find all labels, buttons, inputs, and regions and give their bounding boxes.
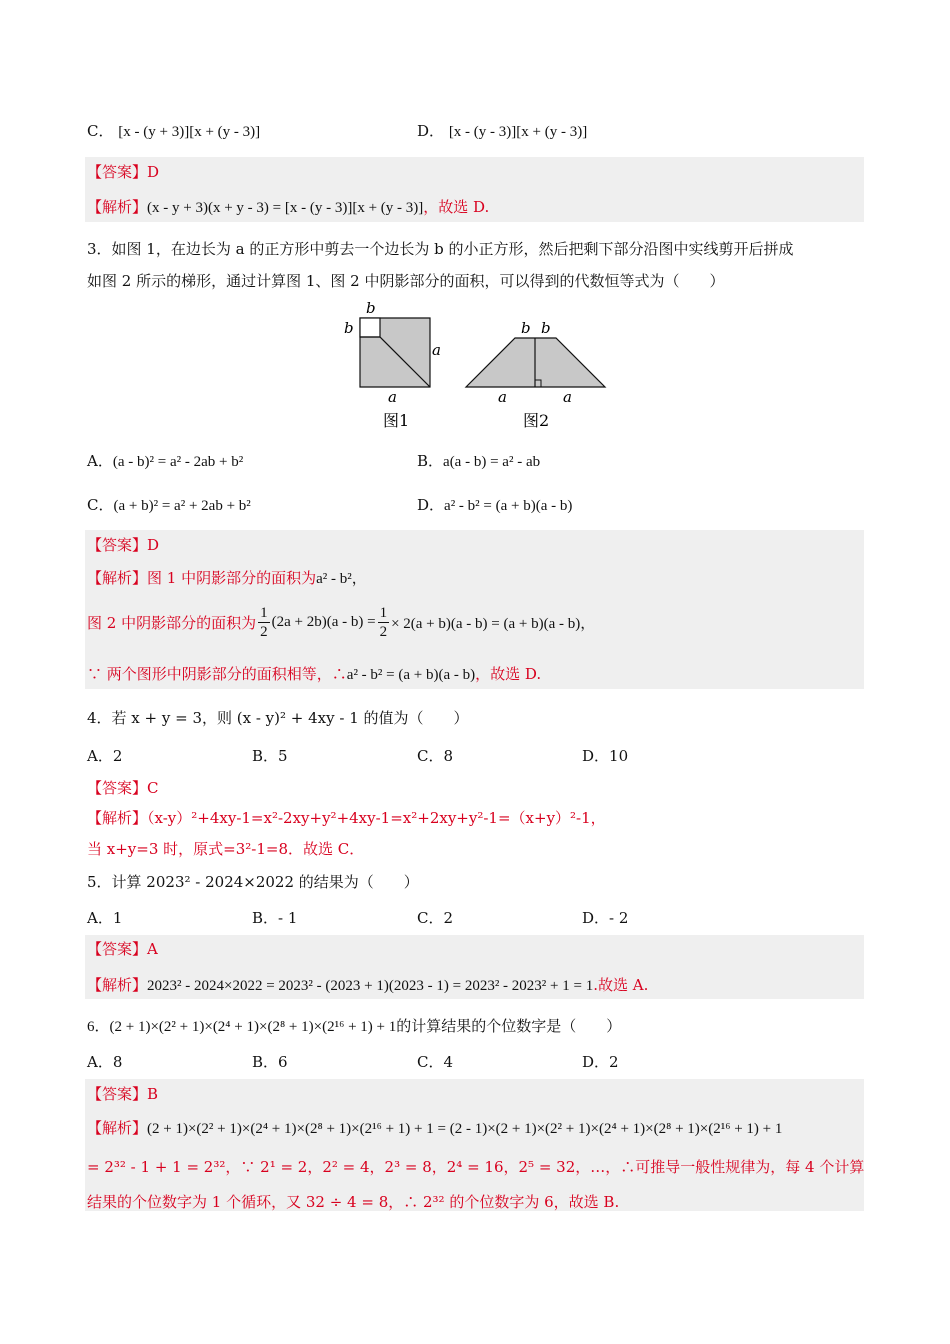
q6-answer: 【答案】B [87,1085,159,1103]
figure-2 [466,319,605,430]
fig1-removed-square [360,318,380,337]
fig1-label-a-right: a [432,341,441,359]
q3-option-d: D．a² - b² = (a + b)(a - b) [417,496,573,514]
fig2-caption: 图2 [523,411,550,430]
q4-option-c: C．8 [417,747,454,765]
fig2-label-b2: b [541,319,551,337]
q6-stem: 6．(2 + 1)×(2² + 1)×(2⁴ + 1)×(2⁸ + 1)×(2¹⁶ + 1) + 1的计算结果的个位数字是（ ） [87,1017,622,1035]
figure-1 [344,299,441,430]
q3-analysis-line1: 【解析】图 1 中阴影部分的面积为a² - b²， [87,569,367,587]
q4-option-d: D．10 [582,747,629,765]
q3-analysis-line2: 图 2 中阴影部分的面积为 $\frac{1}{2}$ (2a + 2b)(a - b) = $\frac{1}{2}$ × 2(a + b)(a - b) = (a + b)(a - b)， [87,604,596,640]
q3-figures [330,296,630,436]
fig1-label-a-bottom: a [388,388,397,406]
q6-analysis-line1: 【解析】(2 + 1)×(2² + 1)×(2⁴ + 1)×(2⁸ + 1)×(2¹⁶ + 1) + 1 = (2 - 1)×(2 + 1)×(2² + 1)×(2⁴ + 1)×(2⁸ + 1)×(2¹⁶ + 1) + 1 [87,1119,783,1137]
q3-fraction-2: $\frac{1}{2}$ [379,604,388,640]
q3-answer: 【答案】D [87,536,160,554]
q6-analysis-line2: = 2³² - 1 + 1 = 2³²，∵ 2¹ = 2，2² = 4，2³ = 8，2⁴ = 16，2⁵ = 32，…，∴可推导一般性规律为，每 4 个计算 [87,1158,865,1176]
q3-option-b: B．a(a - b) = a² - ab [417,452,541,470]
q5-option-d: D．- 2 [582,909,629,927]
fig1-caption: 图1 [383,411,410,430]
q6-option-c: C．4 [417,1053,454,1071]
q5-option-b: B．- 1 [252,909,298,927]
q4-answer: 【答案】C [87,779,159,797]
q2-option-c: C． [x - (y + 3)][x + (y - 3)] [87,122,261,140]
fig1-label-b-top: b [366,299,376,317]
q6-option-d: D．2 [582,1053,619,1071]
q6-analysis-line3: 结果的个位数字为 1 个循环，又 32 ÷ 4 = 8，∴ 2³² 的个位数字为 6，故选 B. [87,1193,620,1211]
q3-option-c: C．(a + b)² = a² + 2ab + b² [87,496,251,514]
q4-analysis-line2: 当 x+y=3 时，原式=3²-1=8．故选 C． [87,840,365,858]
q4-option-a: A．2 [87,747,123,765]
q2-option-d: D． [x - (y - 3)][x + (y - 3)] [417,122,588,140]
q2-analysis: 【解析】(x - y + 3)(x + y - 3) = [x - (y - 3)][x + (y - 3)]，故选 D. [87,198,490,216]
q3-stem-line2: 如图 2 所示的梯形，通过计算图 1、图 2 中阴影部分的面积，可以得到的代数恒等式为（ ） [87,272,725,290]
fig2-label-a1: a [498,388,507,406]
q5-analysis: 【解析】2023² - 2024×2022 = 2023² - (2023 + 1)(2023 - 1) = 2023² - 2023² + 1 = 1.故选 A. [87,976,649,994]
q2-answer: 【答案】D [87,163,160,181]
q4-stem: 4．若 x + y = 3，则 (x - y)² + 4xy - 1 的值为（ ） [87,709,469,727]
q5-stem: 5．计算 2023² - 2024×2022 的结果为（ ） [87,873,419,891]
q2-option-d-math: [x - (y - 3)][x + (y - 3)] [448,124,588,140]
q2-option-c-math: [x - (y + 3)][x + (y - 3)] [118,124,261,140]
q3-analysis-line3: ∵ 两个图形中阴影部分的面积相等，∴a² - b² = (a + b)(a - b)，故选 D. [87,665,542,683]
fig1-label-b-left: b [344,319,354,337]
q3-option-a: A．(a - b)² = a² - 2ab + b² [87,452,244,470]
q6-option-a: A．8 [87,1053,123,1071]
q5-option-a: A．1 [87,909,123,927]
q4-option-b: B．5 [252,747,288,765]
fig2-label-a2: a [563,388,572,406]
q5-answer: 【答案】A [87,940,158,958]
fig2-label-b1: b [521,319,531,337]
q3-stem-line1: 3．如图 1，在边长为 a 的正方形中剪去一个边长为 b 的小正方形，然后把剩下部分沿图中实线剪开后拼成 [87,240,794,258]
q4-analysis-line1: 【解析】（x-y）²+4xy-1=x²-2xy+y²+4xy-1=x²+2xy+y²-1=（x+y）²-1， [87,809,606,827]
q5-option-c: C．2 [417,909,454,927]
q6-option-b: B．6 [252,1053,288,1071]
q3-fraction-1: $\frac{1}{2}$ [260,604,268,640]
